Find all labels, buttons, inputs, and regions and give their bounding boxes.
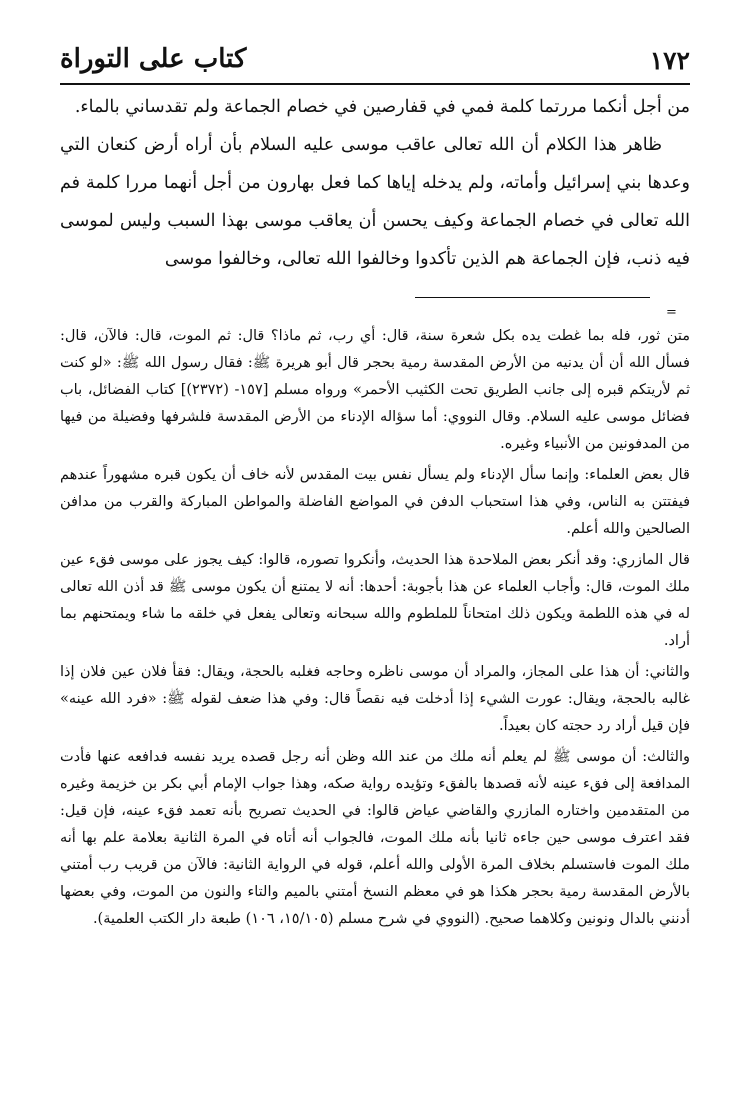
- footnote-paragraph-5: والثالث: أن موسى ﷺ لم يعلم أنه ملك من عند الله وظن أنه رجل قصده يريد نفسه فدافعه عنها فأدت المدافعة إلى فقء عينه لأنه قصدها بالفقء وتؤيده رواية صكه، وهذا جواب الإمام أبي بكر بن خزيمة وغيره من المتقدمين واختاره المازري والقاضي عياض قالوا: في الحديث تصريح بأنه تعمد فقء عينه، فإن قيل: فقد اعترف موسى حين جاءه ثانيا بأنه ملك الموت، فالجواب أنه أتاه في المرة الثانية بعلامة علم بها أنه ملك الموت فاستسلم بخلاف المرة الأولى والله أعلم، قوله في الرواية الثانية: فالآن من قريب رب أمتني بالأرض المقدسة رمية بحجر هكذا هو في معظم النسخ أمتني بالميم والتاء والنون من الموت، وفي بعضها أدنني بالدال ونونين وكلاهما صحيح. (النووي في شرح مسلم (١٥/١٠٥، ١٠٦) طبعة دار الكتب العلمية).: [60, 749, 690, 927]
- footnote-separator: [415, 297, 650, 298]
- header-rule: [60, 83, 690, 85]
- footnote-paragraph-3: قال المازري: وقد أنكر بعض الملاحدة هذا الحديث، وأنكروا تصوره، قالوا: كيف يجوز على موسى فقء عين ملك الموت، قال: وأجاب العلماء عن هذا بأجوبة: أحدها: أنه لا يمتنع أن يكون موسى ﷺ قد أذن الله تعالى له في هذه اللطمة ويكون ذلك امتحاناً للملطوم والله سبحانه وتعالى يفعل في خلقه ما شاء ويمتحنهم بما أراد.: [60, 552, 690, 649]
- footnote-continuation-mark: =: [666, 305, 677, 320]
- main-paragraph-2: ظاهر هذا الكلام أن الله تعالى عاقب موسى عليه السلام بأن أراه أرض كنعان التي وعدها بني إسرائيل وأماته، ولم يدخله إياها كما فعل بهارون من أجل أنهما مررا كلمة فم الله تعالى في خصام الجماعة وكيف يحسن أن يعاقب موسى بهذا السبب وليس لموسى فيه ذنب، فإن الجماعة هم الذين تأكدوا وخالفوا الله تعالى، وخالفوا موسى: [60, 135, 690, 269]
- main-text: [60, 88, 690, 278]
- running-title: كتاب على التوراة: [60, 44, 247, 74]
- footnote-paragraph-2: قال بعض العلماء: وإنما سأل الإدناء ولم يسأل نفس بيت المقدس لأنه خاف أن يكون قبره مشهوراً عندهم فيفتتن به الناس، وفي هذا استحباب الدفن في المواضع الفاضلة والمواطن المباركة والقرب من مدافن الصالحين والله أعلم.: [60, 467, 690, 537]
- footnotes: [60, 323, 690, 937]
- main-paragraph-1: من أجل أنكما مررتما كلمة فمي في قفارصين في خصام الجماعة ولم تقدساني بالماء.: [74, 97, 690, 117]
- footnote-paragraph-1: متن ثور، فله بما غطت يده بكل شعرة سنة، قال: أي رب، ثم ماذا؟ قال: ثم الموت، قال: فالآن، قال: فسأل الله أن أن يدنيه من الأرض المقدسة رمية بحجر قال أبو هريرة ﷺ: فقال رسول الله ﷺ: «لو كنت ثم لأريتكم قبره إلى جانب الطريق تحت الكثيب الأحمر» ورواه مسلم [١٥٧- (٢٣٧٢)] كتاب الفضائل، باب فضائل موسى عليه السلام. وقال النووي: أما سؤاله الإدناء من الأرض المقدسة فلشرفها وفضيلة من فيها من المدفونين من الأنبياء وغيره.: [60, 328, 690, 452]
- footnote-paragraph-4: والثاني: أن هذا على المجاز، والمراد أن موسى ناظره وحاجه فغلبه بالحجة، ويقال: فقأ فلان عين فلان إذا غالبه بالحجة، ويقال: عورت الشيء إذا أدخلت فيه نقصاً قال: وفي هذا ضعف لقوله ﷺ: «فرد الله عينه» فإن قيل أراد رد حجته كان بعيداً.: [60, 664, 690, 734]
- page-number: ١٧٢: [649, 46, 690, 75]
- page-header: [60, 42, 690, 82]
